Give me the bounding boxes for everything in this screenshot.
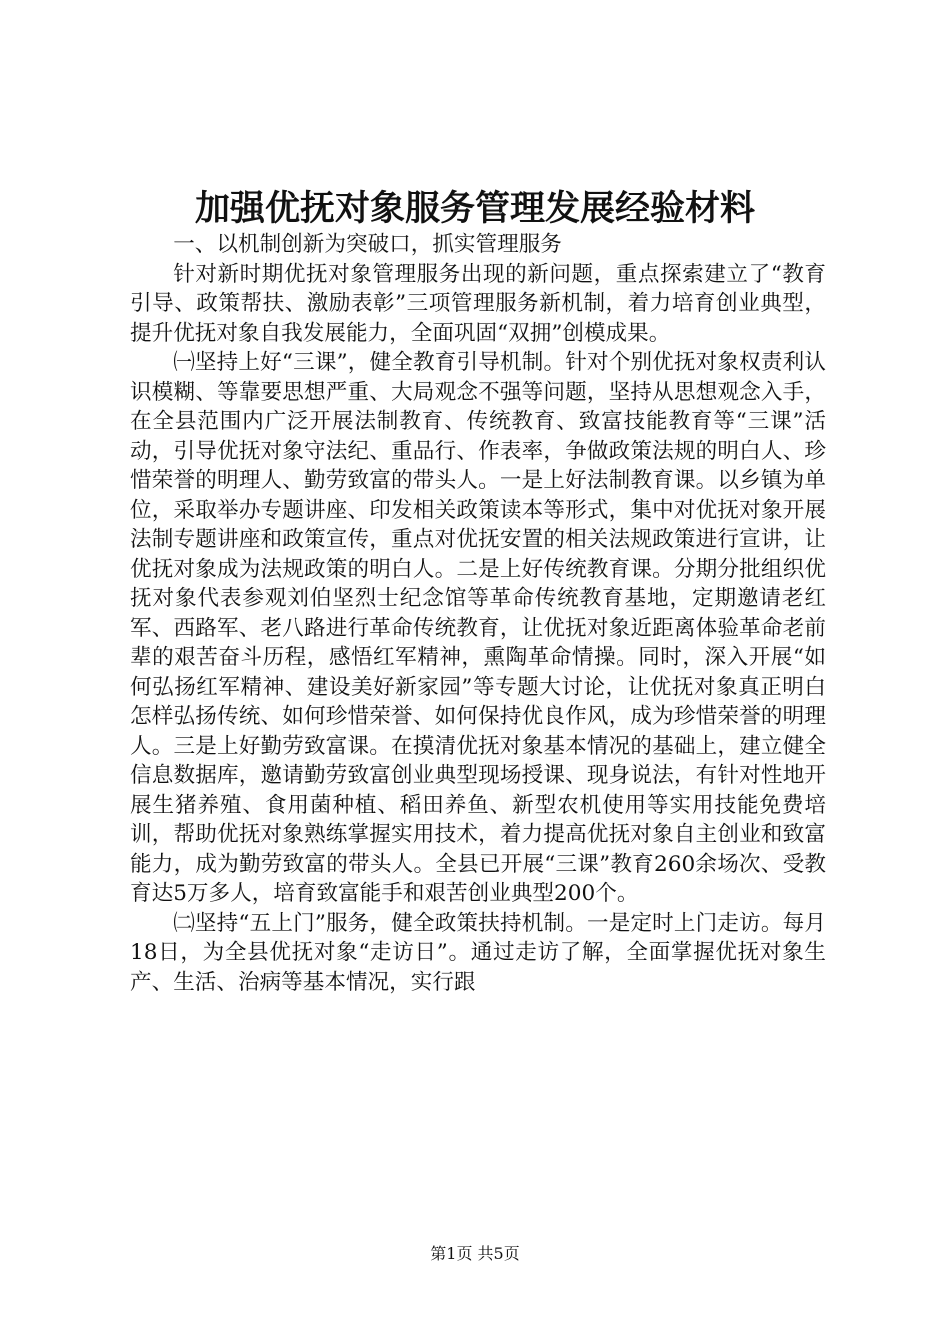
- body-paragraph: 针对新时期优抚对象管理服务出现的新问题，重点探索建立了“教育引导、政策帮扶、激励表彰”三项管理服务新机制，着力培育创业典型，提升优抚对象自我发展能力，全面巩固“双拥”创模成果。: [130, 261, 826, 346]
- section-heading: 一、以机制创新为突破口，抓实管理服务: [173, 232, 562, 257]
- document-body: [130, 230, 826, 997]
- body-paragraph: ㈡坚持“五上门”服务，健全政策扶持机制。一是定时上门走访。每月18日，为全县优抚对象“走访日”。通过走访了解，全面掌握优抚对象生产、生活、治病等基本情况，实行跟: [130, 910, 826, 995]
- document-title: 加强优抚对象服务管理发展经验材料: [194, 188, 755, 229]
- page-number-footer: 第1页 共5页: [430, 1244, 520, 1263]
- body-paragraph: ㈠坚持上好“三课”，健全教育引导机制。针对个别优抚对象权责利认识模糊、等靠要思想严重、大局观念不强等问题，坚持从思想观念入手，在全县范围内广泛开展法制教育、传统教育、致富技能教育等“三课”活动，引导优抚对象守法纪、重品行、作表率，争做政策法规的明白人、珍惜荣誉的明理人、勤劳致富的带头人。一是上好法制教育课。以乡镇为单位，采取举办专题讲座、印发相关政策读本等形式，集中对优抚对象开展法制专题讲座和政策宣传，重点对优抚安置的相关法规政策进行宣讲，让优抚对象成为法规政策的明白人。二是上好传统教育课。分期分批组织优抚对象代表参观刘伯坚烈士纪念馆等革命传统教育基地，定期邀请老红军、西路军、老八路进行革命传统教育，让优抚对象近距离体验革命老前辈的艰苦奋斗历程，感悟红军精神，熏陶革命情操。同时，深入开展“如何弘扬红军精神、建设美好新家园”等专题大讨论，让优抚对象真正明白怎样弘扬传统、如何珍惜荣誉、如何保持优良作风，成为珍惜荣誉的明理人。三是上好勤劳致富课。在摸清优抚对象基本情况的基础上，建立健全信息数据库，邀请勤劳致富创业典型现场授课、现身说法，有针对性地开展生猪养殖、食用菌种植、稻田养鱼、新型农机使用等实用技能免费培训，帮助优抚对象熟练掌握实用技术，着力提高优抚对象自主创业和致富能力，成为勤劳致富的带头人。全县已开展“三课”教育260余场次、受教育达5万多人，培育致富能手和艰苦创业典型200个。: [130, 350, 826, 906]
